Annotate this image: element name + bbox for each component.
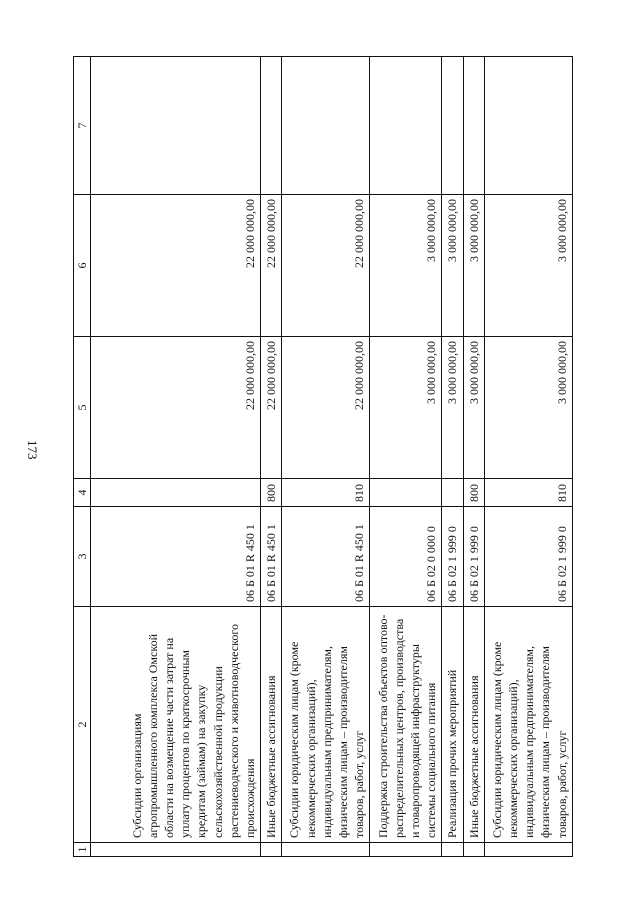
table-cell-c2: Субсидии юридическим лицам (кроме некоммерческих организаций), индивидуальным предпринимателям, физическим лицам – производителям товаров, работ, услуг bbox=[282, 607, 370, 843]
table-cell-c7 bbox=[91, 57, 261, 195]
table-cell-c4: 800 bbox=[261, 479, 282, 507]
table-row bbox=[261, 57, 282, 857]
table-cell-c7 bbox=[261, 57, 282, 195]
table-row bbox=[91, 57, 261, 857]
table-cell-c2: Субсидии организациям агропромышленного комплекса Омской области на возмещение части затрат на уплату процентов по краткосрочным кредитам (займам) на закупку сельскохозяйственной продукции растениеводческого и животноводческого происхождения bbox=[91, 607, 261, 843]
table-cell-c2: Реализация прочих мероприятий bbox=[442, 607, 463, 843]
table-cell-c7 bbox=[442, 57, 463, 195]
table-cell-c7 bbox=[370, 57, 442, 195]
table-cell-c3: 06 Б 02 1 999 0 bbox=[484, 507, 572, 607]
table-cell-c5: 3 000 000,00 bbox=[442, 337, 463, 479]
column-header: 2 bbox=[74, 607, 91, 843]
column-header: 3 bbox=[74, 507, 91, 607]
table-cell-c3: 06 Б 02 0 000 0 bbox=[370, 507, 442, 607]
table-cell-c1 bbox=[282, 843, 370, 857]
table-cell-c4: 810 bbox=[484, 479, 572, 507]
table-row bbox=[370, 57, 442, 857]
table-cell-c1 bbox=[370, 843, 442, 857]
table-row bbox=[442, 57, 463, 857]
table-cell-c4 bbox=[370, 479, 442, 507]
table-cell-c7 bbox=[463, 57, 484, 195]
table-cell-c5: 22 000 000,00 bbox=[282, 337, 370, 479]
table-cell-c5: 22 000 000,00 bbox=[261, 337, 282, 479]
table-cell-c6: 3 000 000,00 bbox=[442, 195, 463, 337]
table-row bbox=[484, 57, 572, 857]
table-cell-c2: Иные бюджетные ассигнования bbox=[463, 607, 484, 843]
table-row bbox=[463, 57, 484, 857]
table-cell-c3: 06 Б 01 R 450 1 bbox=[261, 507, 282, 607]
table-cell-c7 bbox=[282, 57, 370, 195]
table-cell-c7 bbox=[484, 57, 572, 195]
table-cell-c5: 3 000 000,00 bbox=[463, 337, 484, 479]
table-cell-c1 bbox=[91, 843, 261, 857]
column-header: 7 bbox=[74, 57, 91, 195]
table-cell-c3: 06 Б 01 R 450 1 bbox=[91, 507, 261, 607]
table-cell-c6: 3 000 000,00 bbox=[370, 195, 442, 337]
table-cell-c4: 810 bbox=[282, 479, 370, 507]
table-row bbox=[282, 57, 370, 857]
table-cell-c6: 3 000 000,00 bbox=[484, 195, 572, 337]
table-cell-c5: 22 000 000,00 bbox=[91, 337, 261, 479]
table-cell-c4 bbox=[91, 479, 261, 507]
column-header: 6 bbox=[74, 195, 91, 337]
table-cell-c6: 22 000 000,00 bbox=[261, 195, 282, 337]
table-cell-c1 bbox=[484, 843, 572, 857]
table-cell-c4: 800 bbox=[463, 479, 484, 507]
page-number: 173 bbox=[25, 440, 40, 460]
table-cell-c4 bbox=[442, 479, 463, 507]
table-cell-c3: 06 Б 02 1 999 0 bbox=[463, 507, 484, 607]
table-cell-c3: 06 Б 02 1 999 0 bbox=[442, 507, 463, 607]
table-cell-c5: 3 000 000,00 bbox=[370, 337, 442, 479]
table-cell-c2: Поддержка строительства объектов оптово-распределительных центров, производства и товаропроводящей инфраструктуры системы социального питания bbox=[370, 607, 442, 843]
table-cell-c2: Субсидии юридическим лицам (кроме некоммерческих организаций), индивидуальным предпринимателям, физическим лицам – производителям товаров, работ, услуг bbox=[484, 607, 572, 843]
table-cell-c5: 3 000 000,00 bbox=[484, 337, 572, 479]
table-cell-c3: 06 Б 01 R 450 1 bbox=[282, 507, 370, 607]
header-row bbox=[74, 57, 91, 857]
table-cell-c6: 22 000 000,00 bbox=[91, 195, 261, 337]
table-cell-c6: 3 000 000,00 bbox=[463, 195, 484, 337]
table-cell-c1 bbox=[261, 843, 282, 857]
table-cell-c2: Иные бюджетные ассигнования bbox=[261, 607, 282, 843]
column-header: 5 bbox=[74, 337, 91, 479]
budget-table bbox=[73, 56, 573, 857]
table-cell-c6: 22 000 000,00 bbox=[282, 195, 370, 337]
table-cell-c1 bbox=[442, 843, 463, 857]
budget-table-rotated bbox=[73, 57, 569, 857]
column-header: 1 bbox=[74, 843, 91, 857]
column-header: 4 bbox=[74, 479, 91, 507]
table-cell-c1 bbox=[463, 843, 484, 857]
